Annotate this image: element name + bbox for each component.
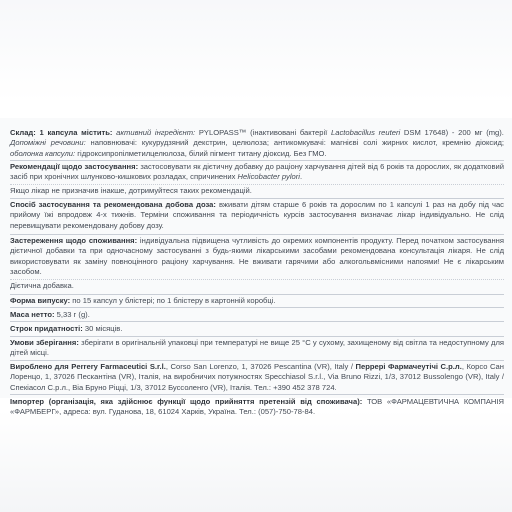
usage-label: Рекомендації щодо застосування:: [10, 162, 139, 171]
active-ingredient-label: активний інгредієнт:: [116, 128, 196, 137]
manufacturer-name: Perrery Farmaceutici S.r.l.: [71, 362, 166, 371]
composition-section: [10, 128, 504, 159]
storage-section: [10, 338, 504, 359]
net-weight-label: Маса нетто:: [10, 310, 55, 319]
release-form-text: по 15 капсул у блістері; по 1 блістеру в картонній коробці.: [72, 296, 276, 305]
usage-text-end: .: [299, 172, 303, 182]
capsule-label: 1 капсула містить:: [39, 128, 113, 137]
net-weight-section: [10, 310, 504, 320]
shell-text: гідроксипропілметилцелюлоза, білий пігмент титану діоксид. Без ГМО.: [77, 148, 327, 158]
importer-section: [10, 397, 504, 418]
active-desc-prefix: (інактивовані бактерії: [250, 128, 328, 137]
divider: [10, 321, 504, 322]
divider: [10, 160, 504, 161]
storage-label: Умови зберігання:: [10, 338, 79, 347]
excipients-text: наповнювачі: кукурудзяний декстрин, целюлоза; антикомкувачі: магнієві солі жирних кислот, кремнію діоксид;: [90, 138, 504, 148]
warnings-label: Застереження щодо споживання:: [10, 236, 138, 245]
release-form-section: [10, 296, 504, 306]
divider: [10, 294, 504, 295]
excipients-label: Допоміжні речовини:: [10, 138, 86, 148]
dosage-text: вживати дітям старше 6 років та дорослим по 1 капсулі 1 раз на добу під час прийому їжі впродовж 4-х тижнів. Терміни споживання та періодичність курсів застосування визначає лікар індивідуально. Не слід перевищувати рекомендовану добову дозу.: [10, 200, 504, 230]
divider: [10, 360, 504, 361]
manufacturer-address-ua: , Корсо Сан Лоренцо, 1, 37026 Пескантіна (VR), Італія, на виробничих потужностях Specchiasol S.r.l., Via Bruno Rizzi, 1/3, 37012 Bussolengo (VR), Italy / Спекіасол С.р.л., Віа Бруно Ріцці, 1/3, 37012 Буссоленго (VR), Італія. Тел.: +390 452 378 724.: [10, 362, 504, 392]
dosage-label: Спосіб застосування та рекомендована добова доза:: [10, 200, 216, 209]
active-desc-suffix: DSM 17648) - 200 мг (mg).: [403, 128, 504, 137]
product-type-text: Дієтична добавка.: [10, 281, 74, 290]
shelf-life-text: 30 місяців.: [84, 324, 123, 333]
warnings-section: [10, 236, 504, 277]
divider: [10, 336, 504, 337]
divider: [10, 234, 504, 235]
shelf-life-label: Строк придатності:: [10, 324, 83, 333]
importer-label: Імпортер (організація, яка здійснює функції щодо прийняття претензій від споживача):: [10, 397, 363, 406]
dosage-section: [10, 200, 504, 231]
manufacturer-name-ua: Перрері Фармачеутічі С.р.л.: [355, 362, 462, 371]
shelf-life-section: [10, 324, 504, 334]
divider: [10, 279, 504, 280]
divider: [10, 307, 504, 308]
usage-species: Helicobacter pylori: [237, 172, 300, 182]
importer-text: ТОВ «ФАРМАЦЕВТИЧНА КОМПАНІЯ «ФАРМБЕРГ», адреса: вул. Гуданова, 18, 61024 Харків, Україна. Тел.: (057)-750-78-84.: [10, 397, 504, 417]
release-form-label: Форма випуску:: [10, 296, 71, 305]
shell-label: оболонка капсули:: [10, 148, 76, 158]
divider: [10, 394, 504, 395]
divider: [10, 184, 504, 185]
usage-note: [10, 186, 504, 196]
manufacturer-section: [10, 362, 504, 393]
active-species: Lactobacillus reuteri: [331, 128, 401, 137]
warnings-text: індивідуальна підвищена чутливість до окремих компонентів продукту. Перед початком застосування дієтичної добавки та при одночасному застосуванні з будь-якими лікарськими засобами рекомендована консультація лікаря. Не слід використовувати як заміну повноцінного раціону харчування. Не вживати гарячими або алкогольвмісними напоями! Не є лікарським засобом.: [10, 236, 504, 276]
divider: [10, 198, 504, 199]
manufacturer-label: Вироблено для: [10, 362, 69, 371]
active-ingredient-name: PYLOPASS™: [198, 128, 247, 137]
storage-text: зберігати в оригінальній упаковці при температурі не вище 25 °С у сухому, захищеному від світла та недоступному для дітей місці.: [10, 338, 504, 358]
usage-recommendation-section: [10, 162, 504, 183]
usage-note-text: Якщо лікар не призначив інакше, дотримуйтеся таких рекомендацій.: [10, 186, 252, 195]
net-weight-text: 5,33 г (g).: [56, 310, 90, 319]
usage-text: застосовувати як дієтичну добавку до раціону харчування дітей від 6 років та дорослих, як додатковий засіб при хронічних шлунково-кишкових розладах, спричинених: [10, 162, 504, 182]
product-type: [10, 281, 504, 291]
manufacturer-address: , Corso San Lorenzo, 1, 37026 Pescantina (VR), Italy /: [165, 362, 353, 371]
composition-label: Склад:: [10, 128, 36, 137]
